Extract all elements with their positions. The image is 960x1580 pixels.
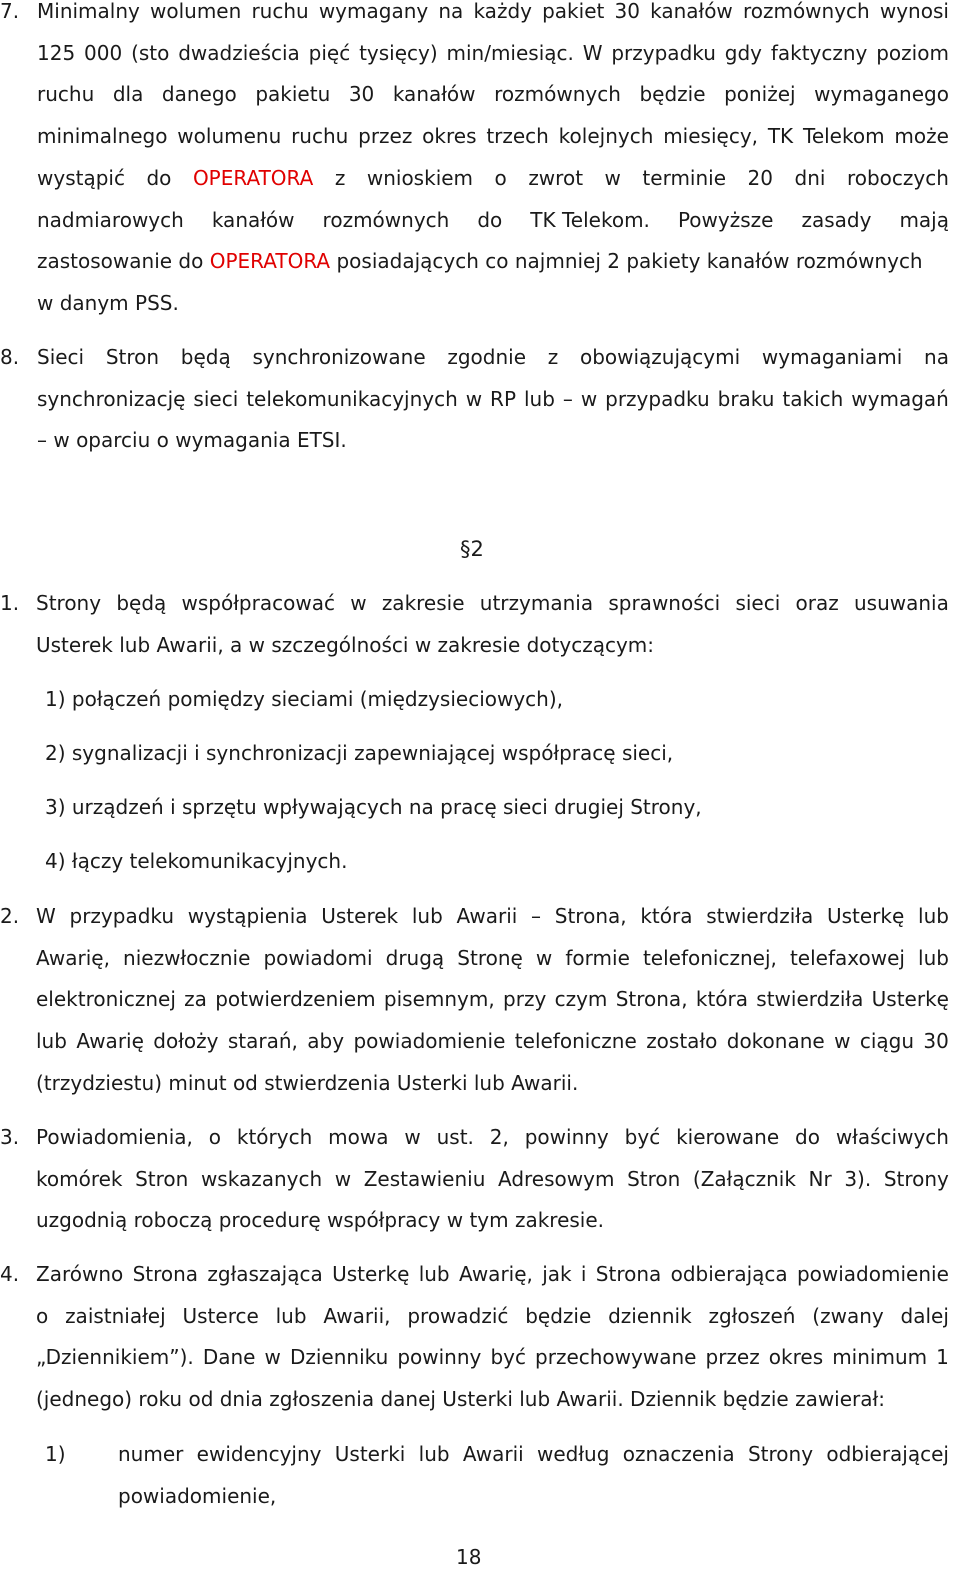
word: stwierdziła — [706, 904, 814, 928]
word: z — [547, 345, 559, 369]
word: ciągu — [859, 1029, 915, 1054]
word: dokonane — [726, 1029, 825, 1054]
word: min/miesiąc. — [446, 40, 574, 65]
section-heading: §2 — [460, 537, 484, 561]
word: przez — [358, 124, 413, 149]
word: Strony — [36, 591, 102, 615]
word: dalej — [900, 1303, 949, 1328]
clause-3 — [0, 1117, 960, 1247]
word: w — [465, 386, 483, 411]
word: być — [624, 1125, 661, 1149]
word: w — [604, 165, 621, 190]
list-item: 3) urządzeń i sprzętu wpływających na pracę sieci drugiej Strony, — [45, 794, 702, 819]
word: odbierająca — [670, 1262, 788, 1286]
word: wolumen — [150, 0, 242, 23]
word: powiadomienie — [353, 1029, 506, 1054]
list-item-text: powiadomienie, — [118, 1483, 277, 1508]
word: zasady — [801, 207, 872, 232]
paragraph-number: 7. — [0, 0, 20, 23]
word: Usterkę — [826, 904, 905, 928]
word: dołoży — [153, 1029, 219, 1054]
word: poziom — [876, 40, 949, 65]
word: Sieci — [37, 345, 85, 369]
word: zgodnie — [447, 345, 527, 369]
text-line: w danym PSS. — [37, 290, 179, 315]
text-line — [36, 938, 949, 980]
word: wolumenu — [177, 124, 282, 149]
text-line: Usterek lub Awarii, a w szczególności w zakresie dotyczącym: — [36, 632, 655, 657]
word: Stron — [135, 1166, 189, 1191]
text-line — [37, 337, 949, 379]
clause-4 — [0, 1254, 960, 1524]
word: gdy — [724, 40, 762, 65]
word: W — [36, 904, 56, 928]
word: o — [208, 1125, 221, 1149]
word: Awarię — [76, 1029, 144, 1054]
word: minimum — [832, 1345, 928, 1370]
word: pakiet — [542, 0, 605, 23]
word: przechowywane — [535, 1345, 697, 1370]
word: wymaganiami — [761, 345, 903, 369]
text-line: (trzydziestu) minut od stwierdzenia Usterki lub Awarii. — [36, 1070, 579, 1095]
word: o — [36, 1303, 49, 1328]
word: dla — [112, 82, 144, 107]
word: lub — [36, 1029, 67, 1054]
word: kolejnych — [558, 124, 654, 149]
word: każdy — [473, 0, 532, 23]
word: potwierdzeniem — [215, 987, 376, 1012]
text-fragment: zastosowanie do — [37, 249, 204, 274]
word: numer — [118, 1442, 184, 1466]
word: synchronizację — [37, 386, 186, 411]
list-item-number: 1) — [45, 1442, 66, 1466]
word: kanałów — [392, 82, 476, 107]
word: – — [562, 386, 573, 411]
word: zaistniałej — [65, 1303, 166, 1328]
paragraph-7 — [0, 0, 960, 330]
word: będzie — [639, 82, 706, 107]
word: lub — [918, 904, 949, 928]
word: Strona — [595, 1262, 662, 1286]
word: w — [535, 945, 553, 970]
word: Stronę — [457, 945, 523, 970]
word: Stron — [627, 1166, 681, 1191]
word: Powiadomienia, — [36, 1125, 193, 1149]
word: jak — [542, 1262, 572, 1286]
word: obowiązującymi — [579, 345, 741, 369]
word: przypadku — [69, 904, 175, 928]
text-line — [36, 1337, 949, 1379]
word: TK — [767, 124, 794, 149]
word: utrzymania — [479, 591, 594, 615]
word: Awarii — [462, 1442, 524, 1466]
word: kierowane — [676, 1125, 780, 1149]
word: (sto — [131, 40, 170, 65]
text-line — [37, 241, 923, 283]
word: pięć — [308, 40, 351, 65]
word: w — [350, 591, 367, 615]
text-line — [36, 1117, 949, 1159]
word: kanałów — [650, 0, 733, 23]
word: powinny — [524, 1125, 609, 1149]
text-line — [37, 33, 949, 75]
text-line — [36, 1296, 949, 1338]
word: Awarii, — [323, 1303, 391, 1328]
word: których — [236, 1125, 313, 1149]
word: stwierdziła — [756, 987, 864, 1012]
word: właściwych — [835, 1125, 949, 1149]
word: 1 — [936, 1345, 949, 1370]
word: o — [494, 165, 507, 190]
word: Dane — [202, 1345, 256, 1370]
text-line — [36, 583, 949, 625]
word: odbierającej — [826, 1442, 949, 1466]
word: Usterki — [334, 1442, 406, 1466]
word: za — [184, 987, 207, 1012]
word: Strona, — [615, 987, 688, 1012]
word: Zestawieniu — [363, 1166, 486, 1191]
text-line — [37, 116, 949, 158]
text-line — [37, 74, 949, 116]
word: ust. — [436, 1125, 474, 1149]
word: będzie — [525, 1303, 592, 1328]
word: dziennik — [608, 1303, 692, 1328]
clause-2 — [0, 896, 960, 1111]
word: być — [490, 1345, 526, 1370]
text-line: – w oparciu o wymagania ETSI. — [37, 428, 347, 453]
clause-number: 2. — [0, 904, 20, 928]
word: przez — [705, 1345, 760, 1370]
list-item: 2) sygnalizacji i synchronizacji zapewniającej współpracę sieci, — [45, 740, 674, 765]
word: wymaganego — [814, 82, 949, 107]
word: wskazanych — [200, 1166, 323, 1191]
operator-term: OPERATORA — [209, 249, 331, 274]
word: mają — [899, 207, 949, 232]
word: do — [795, 1125, 820, 1149]
word: Awarię, — [458, 1262, 533, 1286]
word: elektronicznej — [36, 987, 176, 1012]
word: formie — [565, 945, 630, 970]
word: oraz — [795, 591, 839, 615]
word: do — [146, 165, 172, 190]
word: Awarii — [456, 904, 518, 928]
word: Strona — [132, 1262, 199, 1286]
word: dni — [794, 165, 826, 190]
word: w — [264, 1345, 281, 1370]
word: zostało — [646, 1029, 718, 1054]
word: usuwania — [854, 591, 949, 615]
clause-number: 1. — [0, 591, 20, 615]
word: oznaczenia — [622, 1442, 735, 1466]
text-line: (jednego) roku od dnia zgłoszenia danej Usterki lub Awarii. Dziennik będzie zawierał: — [36, 1387, 885, 1412]
word: Usterce — [182, 1303, 259, 1328]
word: pisemnym, — [383, 987, 495, 1012]
text-line — [37, 379, 949, 421]
word: TK Telekom. — [530, 207, 650, 232]
operator-term: OPERATORA — [192, 165, 314, 190]
word: telefonicznej, — [642, 945, 777, 970]
paragraph-8 — [0, 337, 960, 467]
word: starań, — [227, 1029, 298, 1054]
word: wymagany — [318, 0, 429, 23]
word: 000 — [84, 40, 123, 65]
text-line — [37, 200, 949, 242]
word: zakresie — [381, 591, 465, 615]
word: zgłaszająca — [207, 1262, 323, 1286]
word: komórek — [36, 1166, 123, 1191]
word: Nr — [808, 1166, 832, 1191]
word: drugą — [385, 945, 445, 970]
word: mowa — [328, 1125, 389, 1149]
word: 30 — [348, 82, 375, 107]
word: kanałów — [211, 207, 295, 232]
word: w — [404, 1125, 421, 1149]
word: z — [334, 165, 346, 190]
word: lub — [918, 945, 949, 970]
word: Strona, — [554, 904, 627, 928]
word: Awarię, — [36, 945, 110, 970]
word: będą — [180, 345, 231, 369]
list-item: 1) połączeń pomiędzy sieciami (międzysieciowych), — [45, 686, 564, 711]
word: Dzienniku — [289, 1345, 389, 1370]
word: w — [834, 1029, 851, 1054]
word: pakietu — [255, 82, 331, 107]
word: takich — [782, 386, 844, 411]
word: Strony — [747, 1442, 814, 1466]
word: telefaxowej — [789, 945, 905, 970]
word: na — [438, 0, 464, 23]
word: telefoniczne — [514, 1029, 637, 1054]
word: czym — [554, 987, 608, 1012]
paragraph-number: 8. — [0, 345, 20, 369]
word: lub — [523, 386, 555, 411]
word: okres — [422, 124, 477, 149]
word: powinny — [397, 1345, 482, 1370]
word: do — [477, 207, 503, 232]
word: wnioskiem — [366, 165, 474, 190]
word: prowadzić — [407, 1303, 509, 1328]
text-line — [36, 979, 949, 1021]
word: braku — [717, 386, 775, 411]
word: która — [640, 904, 693, 928]
text-line: uzgodnią roboczą procedurę współpracy w tym zakresie. — [36, 1208, 605, 1233]
word: i — [580, 1262, 587, 1286]
word: przypadku — [605, 386, 710, 411]
word: lub — [275, 1303, 307, 1328]
word: powiadomi — [263, 945, 373, 970]
word: zwrot — [528, 165, 584, 190]
word: „Dziennikiem”). — [36, 1345, 194, 1370]
word: na — [924, 345, 949, 369]
word: W — [582, 40, 603, 65]
word: 20 — [747, 165, 773, 190]
word: nadmiarowych — [37, 207, 184, 232]
word: 2, — [489, 1125, 509, 1149]
word: Zarówno — [36, 1262, 124, 1286]
word: według — [537, 1442, 610, 1466]
word: (Załącznik — [692, 1166, 796, 1191]
word: rozmównych — [494, 82, 621, 107]
word: wystąpienia — [187, 904, 308, 928]
text-line — [36, 1254, 949, 1296]
word: Telekom — [803, 124, 885, 149]
word: ruchu — [251, 0, 309, 23]
word: Stron — [105, 345, 160, 369]
text-line — [37, 158, 949, 200]
text-line — [37, 0, 949, 33]
word: wymagań — [851, 386, 949, 411]
clause-number: 4. — [0, 1262, 20, 1286]
word: Strony — [883, 1166, 949, 1191]
word: – — [531, 904, 542, 928]
word: poniżej — [724, 82, 796, 107]
word: wynosi — [879, 0, 949, 23]
word: sieci — [193, 386, 239, 411]
list-item: 4) łączy telekomunikacyjnych. — [45, 848, 348, 873]
word: Minimalny — [37, 0, 140, 23]
word: będą — [116, 591, 167, 615]
word: lub — [411, 904, 443, 928]
word: miesięcy, — [663, 124, 759, 149]
word: współpracować — [181, 591, 335, 615]
word: powiadomienie — [796, 1262, 949, 1286]
word: 3). — [844, 1166, 872, 1191]
word: w — [334, 1166, 352, 1191]
word: może — [894, 124, 949, 149]
text-line — [36, 1021, 949, 1063]
word: lub — [418, 1442, 450, 1466]
word: Adresowym — [498, 1166, 615, 1191]
word: ruchu — [291, 124, 349, 149]
word: Powyższe — [677, 207, 774, 232]
word: trzech — [486, 124, 549, 149]
list-item-text — [118, 1434, 949, 1476]
word: roboczych — [846, 165, 949, 190]
word: terminie — [642, 165, 727, 190]
word: w — [580, 386, 598, 411]
word: lub — [418, 1262, 450, 1286]
word: aby — [307, 1029, 345, 1054]
word: faktyczny — [770, 40, 868, 65]
word: ewidencyjny — [196, 1442, 322, 1466]
text-fragment: posiadających co najmniej 2 pakiety kanałów rozmównych — [336, 249, 923, 274]
word: niezwłocznie — [123, 945, 251, 970]
word: 125 — [37, 40, 76, 65]
word: Usterkę — [332, 1262, 410, 1286]
word: zgłoszeń — [708, 1303, 796, 1328]
word: RP — [490, 386, 517, 411]
word: wystąpić — [37, 165, 125, 190]
word: synchronizowane — [252, 345, 426, 369]
word: przypadku — [611, 40, 716, 65]
word: sprawności — [608, 591, 721, 615]
word: rozmównych — [742, 0, 870, 23]
word: Usterkę — [871, 987, 949, 1012]
word: która — [695, 987, 748, 1012]
word: przy — [503, 987, 547, 1012]
word: ruchu — [37, 82, 95, 107]
word: rozmównych — [322, 207, 450, 232]
word: okres — [768, 1345, 824, 1370]
text-line — [36, 896, 949, 938]
word: tysięcy) — [359, 40, 438, 65]
word: (zwany — [812, 1303, 884, 1328]
text-line — [36, 1159, 949, 1201]
word: minimalnego — [37, 124, 168, 149]
word: 30 — [923, 1029, 949, 1054]
word: 30 — [614, 0, 640, 23]
page-number: 18 — [456, 1545, 482, 1569]
word: Usterek — [321, 904, 399, 928]
word: telekomunikacyjnych — [246, 386, 458, 411]
word: dwadzieścia — [178, 40, 300, 65]
clause-number: 3. — [0, 1125, 20, 1149]
word: sieci — [735, 591, 781, 615]
clause-1 — [0, 583, 960, 883]
word: danego — [161, 82, 237, 107]
